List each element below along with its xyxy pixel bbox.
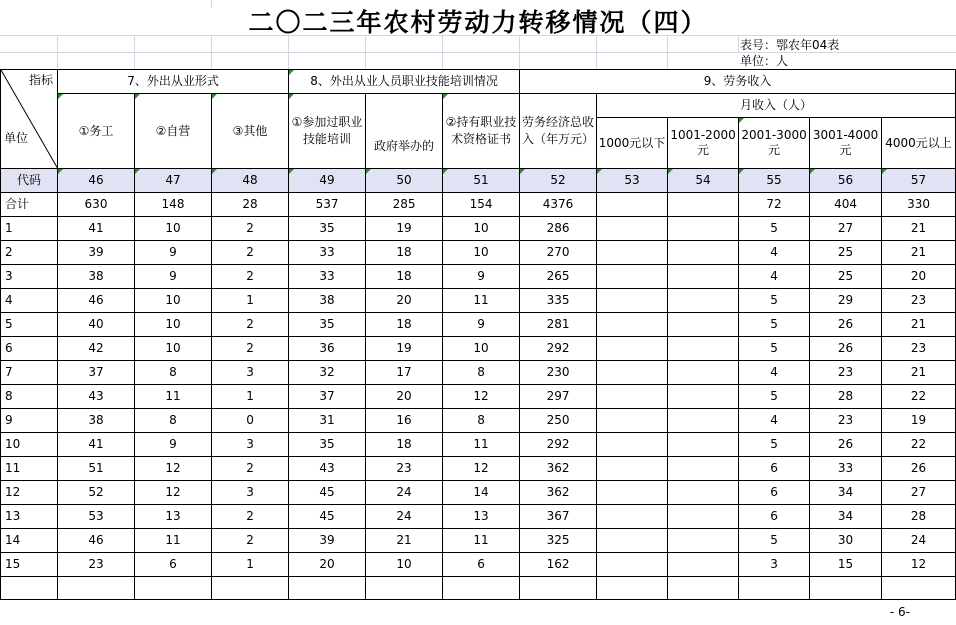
data-cell bbox=[668, 505, 739, 529]
data-cell: 14 bbox=[443, 481, 520, 505]
row-label: 12 bbox=[1, 481, 58, 505]
data-cell: 13 bbox=[135, 505, 212, 529]
data-cell bbox=[668, 529, 739, 553]
col-header-monthly-income: 月收入（人） bbox=[597, 94, 956, 118]
table-row bbox=[1, 553, 956, 577]
data-cell: 1 bbox=[212, 385, 289, 409]
data-cell: 19 bbox=[882, 409, 956, 433]
data-cell: 51 bbox=[58, 457, 135, 481]
data-cell: 270 bbox=[520, 241, 597, 265]
code-cell: 52 bbox=[520, 169, 597, 193]
data-cell bbox=[668, 265, 739, 289]
data-cell: 2 bbox=[212, 217, 289, 241]
data-cell: 330 bbox=[882, 193, 956, 217]
data-cell: 8 bbox=[135, 409, 212, 433]
data-cell: 22 bbox=[882, 385, 956, 409]
data-cell: 12 bbox=[443, 457, 520, 481]
data-cell: 6 bbox=[739, 457, 810, 481]
data-cell: 24 bbox=[366, 481, 443, 505]
data-cell: 162 bbox=[520, 553, 597, 577]
data-cell: 8 bbox=[135, 361, 212, 385]
data-cell: 34 bbox=[810, 505, 882, 529]
data-cell bbox=[668, 553, 739, 577]
data-cell: 12 bbox=[135, 481, 212, 505]
table-row bbox=[1, 529, 956, 553]
header-corner-cell bbox=[1, 70, 58, 169]
col-header-total-income: 劳务经济总收入（年万元） bbox=[520, 94, 597, 169]
empty-row bbox=[1, 577, 956, 600]
data-cell: 23 bbox=[882, 289, 956, 313]
form-number: 表号：鄂农年04表 bbox=[740, 38, 840, 52]
col-header-income-2001-3000: 2001-3000元 bbox=[739, 118, 810, 169]
data-cell: 8 bbox=[443, 409, 520, 433]
data-cell: 5 bbox=[739, 337, 810, 361]
data-cell: 9 bbox=[443, 313, 520, 337]
col-header-trained: ①参加过职业技能培训 bbox=[289, 94, 366, 169]
data-cell: 5 bbox=[739, 289, 810, 313]
data-cell: 23 bbox=[58, 553, 135, 577]
data-cell bbox=[597, 337, 668, 361]
data-cell: 11 bbox=[135, 385, 212, 409]
row-label: 10 bbox=[1, 433, 58, 457]
data-cell: 43 bbox=[58, 385, 135, 409]
data-cell: 10 bbox=[135, 217, 212, 241]
data-cell: 36 bbox=[289, 337, 366, 361]
table-row bbox=[1, 385, 956, 409]
table-row bbox=[1, 361, 956, 385]
data-cell: 1 bbox=[212, 553, 289, 577]
data-cell bbox=[597, 313, 668, 337]
data-cell: 18 bbox=[366, 313, 443, 337]
data-cell: 12 bbox=[135, 457, 212, 481]
data-cell: 15 bbox=[810, 553, 882, 577]
col-header-self-employed: ②自营 bbox=[135, 94, 212, 169]
row-label: 7 bbox=[1, 361, 58, 385]
data-cell: 9 bbox=[135, 433, 212, 457]
data-cell: 13 bbox=[443, 505, 520, 529]
table-row bbox=[1, 217, 956, 241]
code-cell: 56 bbox=[810, 169, 882, 193]
data-cell: 16 bbox=[366, 409, 443, 433]
data-cell: 11 bbox=[135, 529, 212, 553]
data-cell: 39 bbox=[289, 529, 366, 553]
data-cell: 17 bbox=[366, 361, 443, 385]
row-label: 9 bbox=[1, 409, 58, 433]
data-cell: 45 bbox=[289, 481, 366, 505]
data-cell: 265 bbox=[520, 265, 597, 289]
data-cell: 4376 bbox=[520, 193, 597, 217]
data-cell: 5 bbox=[739, 313, 810, 337]
code-cell: 50 bbox=[366, 169, 443, 193]
data-cell: 20 bbox=[882, 265, 956, 289]
table-row bbox=[1, 241, 956, 265]
data-cell: 19 bbox=[366, 337, 443, 361]
col-header-income-under-1000: 1000元以下 bbox=[597, 118, 668, 169]
data-cell bbox=[597, 289, 668, 313]
page-number: - 6- bbox=[889, 605, 910, 619]
data-cell: 21 bbox=[882, 217, 956, 241]
data-cell: 26 bbox=[882, 457, 956, 481]
data-cell: 41 bbox=[58, 433, 135, 457]
data-cell: 23 bbox=[810, 361, 882, 385]
data-cell: 8 bbox=[443, 361, 520, 385]
data-cell: 148 bbox=[135, 193, 212, 217]
data-cell bbox=[597, 553, 668, 577]
data-cell: 23 bbox=[882, 337, 956, 361]
row-label: 8 bbox=[1, 385, 58, 409]
data-cell bbox=[597, 505, 668, 529]
col-header-income-3001-4000: 3001-4000元 bbox=[810, 118, 882, 169]
data-cell: 250 bbox=[520, 409, 597, 433]
data-cell: 29 bbox=[810, 289, 882, 313]
data-cell: 10 bbox=[443, 241, 520, 265]
row-label: 5 bbox=[1, 313, 58, 337]
col-header-government-run: 政府举办的 bbox=[366, 94, 443, 169]
code-label: 代码 bbox=[1, 169, 58, 193]
data-cell: 4 bbox=[739, 265, 810, 289]
data-cell bbox=[597, 217, 668, 241]
data-cell: 11 bbox=[443, 433, 520, 457]
code-cell: 48 bbox=[212, 169, 289, 193]
table-row bbox=[1, 409, 956, 433]
data-cell: 230 bbox=[520, 361, 597, 385]
data-cell: 25 bbox=[810, 241, 882, 265]
data-cell: 2 bbox=[212, 265, 289, 289]
data-cell: 10 bbox=[366, 553, 443, 577]
code-cell: 57 bbox=[882, 169, 956, 193]
data-cell: 23 bbox=[810, 409, 882, 433]
row-label: 14 bbox=[1, 529, 58, 553]
data-cell: 38 bbox=[58, 265, 135, 289]
data-cell: 18 bbox=[366, 265, 443, 289]
data-cell: 46 bbox=[58, 529, 135, 553]
row-label: 合计 bbox=[1, 193, 58, 217]
data-cell bbox=[668, 241, 739, 265]
data-cell bbox=[668, 361, 739, 385]
data-cell: 38 bbox=[289, 289, 366, 313]
data-cell: 72 bbox=[739, 193, 810, 217]
data-cell: 3 bbox=[739, 553, 810, 577]
data-cell: 367 bbox=[520, 505, 597, 529]
data-cell: 10 bbox=[135, 337, 212, 361]
data-cell: 2 bbox=[212, 505, 289, 529]
code-cell: 46 bbox=[58, 169, 135, 193]
data-cell: 23 bbox=[366, 457, 443, 481]
row-label: 4 bbox=[1, 289, 58, 313]
data-cell: 404 bbox=[810, 193, 882, 217]
code-cell: 49 bbox=[289, 169, 366, 193]
data-cell bbox=[597, 481, 668, 505]
data-cell: 20 bbox=[289, 553, 366, 577]
data-cell: 2 bbox=[212, 313, 289, 337]
total-row bbox=[1, 193, 956, 217]
data-cell: 9 bbox=[135, 265, 212, 289]
data-cell: 40 bbox=[58, 313, 135, 337]
data-cell: 28 bbox=[212, 193, 289, 217]
data-cell: 24 bbox=[882, 529, 956, 553]
table-row bbox=[1, 289, 956, 313]
data-cell: 10 bbox=[443, 337, 520, 361]
data-cell: 26 bbox=[810, 433, 882, 457]
data-cell: 4 bbox=[739, 361, 810, 385]
data-cell: 42 bbox=[58, 337, 135, 361]
data-cell bbox=[668, 289, 739, 313]
table-row bbox=[1, 505, 956, 529]
data-cell: 30 bbox=[810, 529, 882, 553]
code-row bbox=[1, 169, 956, 193]
data-cell: 4 bbox=[739, 409, 810, 433]
data-cell: 34 bbox=[810, 481, 882, 505]
data-cell: 325 bbox=[520, 529, 597, 553]
data-cell: 21 bbox=[882, 361, 956, 385]
data-cell bbox=[597, 265, 668, 289]
data-cell: 20 bbox=[366, 385, 443, 409]
data-cell: 28 bbox=[810, 385, 882, 409]
data-cell: 37 bbox=[58, 361, 135, 385]
data-cell: 28 bbox=[882, 505, 956, 529]
data-cell: 297 bbox=[520, 385, 597, 409]
data-cell bbox=[668, 337, 739, 361]
data-cell: 9 bbox=[443, 265, 520, 289]
data-cell: 1 bbox=[212, 289, 289, 313]
data-cell: 26 bbox=[810, 313, 882, 337]
unit-label: 单位：人 bbox=[740, 54, 789, 68]
data-cell: 32 bbox=[289, 361, 366, 385]
data-cell: 154 bbox=[443, 193, 520, 217]
data-cell: 5 bbox=[739, 529, 810, 553]
table-row bbox=[1, 313, 956, 337]
data-cell: 6 bbox=[739, 505, 810, 529]
data-cell: 3 bbox=[212, 433, 289, 457]
data-cell: 5 bbox=[739, 433, 810, 457]
data-cell: 21 bbox=[882, 313, 956, 337]
col-header-income-over-4000: 4000元以上 bbox=[882, 118, 956, 169]
data-cell: 0 bbox=[212, 409, 289, 433]
table-row bbox=[1, 457, 956, 481]
unit-column-label: 单位 bbox=[4, 131, 29, 145]
indicator-label: 指标 bbox=[28, 73, 53, 87]
row-label: 2 bbox=[1, 241, 58, 265]
data-cell: 292 bbox=[520, 337, 597, 361]
data-cell bbox=[668, 313, 739, 337]
data-cell bbox=[597, 457, 668, 481]
data-cell bbox=[668, 409, 739, 433]
code-cell: 55 bbox=[739, 169, 810, 193]
data-cell: 24 bbox=[366, 505, 443, 529]
row-label: 3 bbox=[1, 265, 58, 289]
data-cell bbox=[597, 433, 668, 457]
data-cell: 2 bbox=[212, 337, 289, 361]
data-cell: 11 bbox=[443, 529, 520, 553]
data-cell: 286 bbox=[520, 217, 597, 241]
data-cell bbox=[597, 361, 668, 385]
table-row bbox=[1, 433, 956, 457]
col-header-work: ①务工 bbox=[58, 94, 135, 169]
data-table bbox=[0, 69, 956, 600]
code-cell: 47 bbox=[135, 169, 212, 193]
data-cell: 10 bbox=[135, 313, 212, 337]
data-cell bbox=[668, 217, 739, 241]
row-label: 6 bbox=[1, 337, 58, 361]
data-cell bbox=[597, 409, 668, 433]
data-cell: 3 bbox=[212, 361, 289, 385]
data-cell: 35 bbox=[289, 217, 366, 241]
data-cell: 12 bbox=[443, 385, 520, 409]
data-cell bbox=[668, 193, 739, 217]
data-cell: 52 bbox=[58, 481, 135, 505]
data-cell: 335 bbox=[520, 289, 597, 313]
data-cell: 20 bbox=[366, 289, 443, 313]
data-cell: 43 bbox=[289, 457, 366, 481]
data-cell bbox=[597, 529, 668, 553]
data-cell: 18 bbox=[366, 433, 443, 457]
data-cell: 12 bbox=[882, 553, 956, 577]
data-cell: 33 bbox=[289, 265, 366, 289]
data-cell: 33 bbox=[289, 241, 366, 265]
data-cell: 37 bbox=[289, 385, 366, 409]
data-cell: 21 bbox=[366, 529, 443, 553]
data-cell: 6 bbox=[443, 553, 520, 577]
row-label: 13 bbox=[1, 505, 58, 529]
data-cell: 2 bbox=[212, 241, 289, 265]
data-cell: 18 bbox=[366, 241, 443, 265]
data-cell: 41 bbox=[58, 217, 135, 241]
data-cell: 2 bbox=[212, 529, 289, 553]
data-cell: 53 bbox=[58, 505, 135, 529]
data-cell: 11 bbox=[443, 289, 520, 313]
data-cell: 33 bbox=[810, 457, 882, 481]
data-cell: 4 bbox=[739, 241, 810, 265]
code-cell: 53 bbox=[597, 169, 668, 193]
data-cell: 281 bbox=[520, 313, 597, 337]
data-cell: 35 bbox=[289, 313, 366, 337]
table-row bbox=[1, 337, 956, 361]
data-cell: 537 bbox=[289, 193, 366, 217]
code-cell: 51 bbox=[443, 169, 520, 193]
code-cell: 54 bbox=[668, 169, 739, 193]
data-cell: 6 bbox=[739, 481, 810, 505]
data-cell: 21 bbox=[882, 241, 956, 265]
data-cell: 19 bbox=[366, 217, 443, 241]
data-cell: 25 bbox=[810, 265, 882, 289]
data-cell: 27 bbox=[810, 217, 882, 241]
data-cell: 10 bbox=[135, 289, 212, 313]
data-cell bbox=[668, 481, 739, 505]
table-row bbox=[1, 265, 956, 289]
col-header-other: ③其他 bbox=[212, 94, 289, 169]
data-cell: 46 bbox=[58, 289, 135, 313]
row-label: 1 bbox=[1, 217, 58, 241]
data-cell: 22 bbox=[882, 433, 956, 457]
col-header-income-1001-2000: 1001-2000元 bbox=[668, 118, 739, 169]
data-cell: 35 bbox=[289, 433, 366, 457]
data-cell: 10 bbox=[443, 217, 520, 241]
row-label: 11 bbox=[1, 457, 58, 481]
row-label: 15 bbox=[1, 553, 58, 577]
data-cell: 2 bbox=[212, 457, 289, 481]
data-cell: 285 bbox=[366, 193, 443, 217]
data-cell: 5 bbox=[739, 217, 810, 241]
data-cell: 3 bbox=[212, 481, 289, 505]
data-cell: 6 bbox=[135, 553, 212, 577]
data-cell: 38 bbox=[58, 409, 135, 433]
data-cell: 630 bbox=[58, 193, 135, 217]
data-cell bbox=[668, 385, 739, 409]
col-header-certificate: ②持有职业技术资格证书 bbox=[443, 94, 520, 169]
table-row bbox=[1, 481, 956, 505]
data-cell: 362 bbox=[520, 481, 597, 505]
data-cell bbox=[597, 385, 668, 409]
group-header-work-form: 7、外出从业形式 bbox=[58, 70, 289, 94]
data-cell: 9 bbox=[135, 241, 212, 265]
data-cell bbox=[597, 193, 668, 217]
data-cell: 45 bbox=[289, 505, 366, 529]
sheet-title: 二〇二三年农村劳动力转移情况（四） bbox=[248, 8, 708, 37]
data-cell bbox=[668, 433, 739, 457]
data-cell: 292 bbox=[520, 433, 597, 457]
data-cell bbox=[668, 457, 739, 481]
data-cell: 39 bbox=[58, 241, 135, 265]
data-cell bbox=[597, 241, 668, 265]
group-header-labor-income: 9、劳务收入 bbox=[520, 70, 956, 94]
group-header-skill-training: 8、外出从业人员职业技能培训情况 bbox=[289, 70, 520, 94]
data-cell: 31 bbox=[289, 409, 366, 433]
data-cell: 362 bbox=[520, 457, 597, 481]
data-cell: 26 bbox=[810, 337, 882, 361]
data-cell: 5 bbox=[739, 385, 810, 409]
data-cell: 27 bbox=[882, 481, 956, 505]
